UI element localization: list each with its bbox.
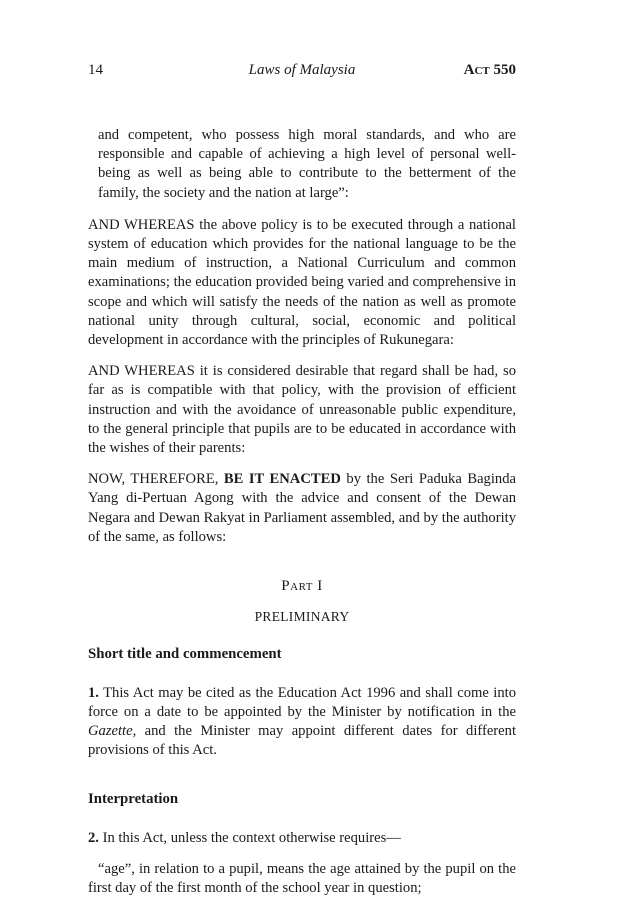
gazette-italic: Gazette [88,723,133,740]
header-title: Laws of Malaysia [248,62,356,78]
whereas-paragraph-2: AND WHEREAS it is considered desirable that regard shall be had, so far as is compatible with that policy, with the provision of efficient instruction and with the avoidance of unreasonable public expenditure, to the general principle that pupils are to be educated in accordance with the wishes of their parents: [88,363,516,457]
section-1-text-b: , and the Minister may appoint different dates for different provisions of this Act. [88,723,516,759]
enact-rest: by the Seri Paduka Baginda Yang di-Pertuan Agong with the advice and consent of the Dewan Negara and Dewan Rakyat in Parliament assembled, and by the authority of the same, as follows: [88,471,516,545]
definition-age: “age”, in relation to a pupil, means the age attained by the pupil on the first day of the first month of the school year in question; [88,860,516,897]
enacting-clause [88,470,516,547]
page-header [88,62,516,84]
enact-bold: BE IT ENACTED [223,471,341,488]
quoted-paragraph-continuation: and competent, who possess high moral standards, and who are responsible and capable of achieving a high level of personal well-being as well as being able to contribute to the betterment of the family, the society and the nation at large”: [98,127,516,201]
enact-prefix: NOW, THEREFORE, [88,471,224,488]
section-2-text-body: In this Act, unless the context otherwise requires— [98,829,401,846]
section-1-heading: Short title and commencement [88,646,282,663]
part-heading: PRELIMINARY [254,609,350,625]
section-2-heading: Interpretation [88,791,179,808]
page-body [88,126,516,910]
section-2-number: 2. [88,829,99,846]
section-1-text [88,684,516,761]
part-label: Part I [281,578,323,595]
header-act-number: Act 550 [463,62,516,78]
section-1-number: 1. [88,684,99,701]
section-2-text [88,829,516,848]
section-1-text-a: This Act may be cited as the Education Act 1996 and shall come into force on a date to be appointed by the Minister by notification in the [88,684,516,720]
header-page-number: 14 [88,62,103,78]
whereas-paragraph-1: AND WHEREAS the above policy is to be executed through a national system of education which provides for the national language to be the main medium of instruction, a National Curriculum and common examinations; the education provided being varied and comprehensive in scope and which will satisfy the needs of the nation as well as promote national unity through cultural, social, economic and political development in accordance with the principles of Rukunegara: [88,216,516,349]
